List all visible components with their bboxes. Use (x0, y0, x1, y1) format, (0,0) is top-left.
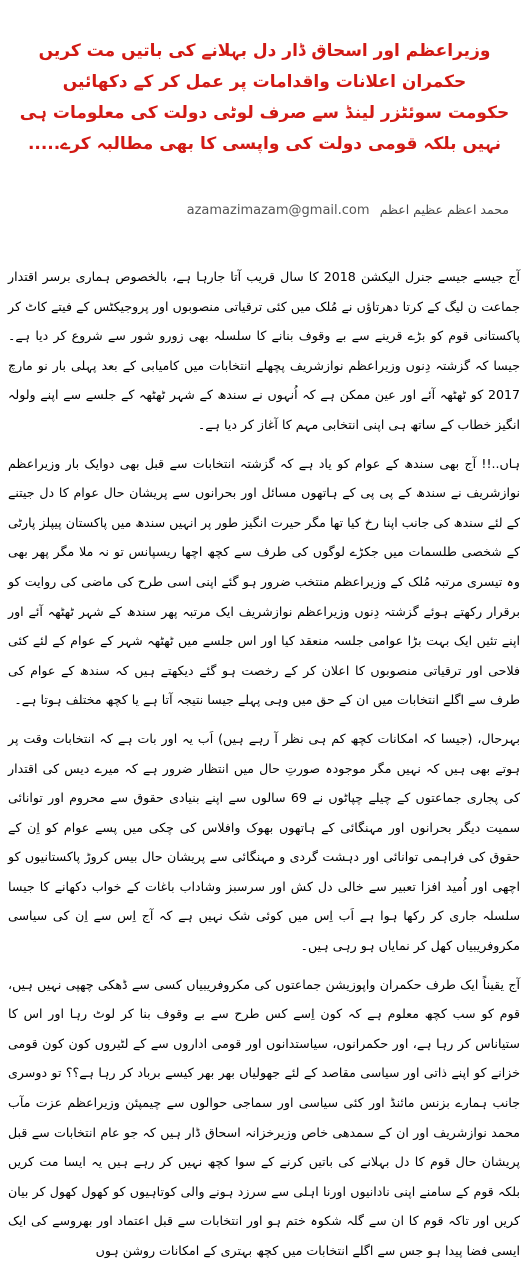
author-email: azamazimazam@gmail.com (186, 203, 370, 218)
article-paragraph: آج یقیناً ایک طرف حکمران واپوزیشن جماعتوں کی مکروفریبیاں کسی سے ڈھکی چھپی نہیں ہیں، قوم کو سب کچھ معلوم ہے کہ کون اِسے کس طرح سے بے وقوف بنا کر لوٹ رہا اور اس کا ستیاناس کر رہا ہے، اور حکمرانوں، سیاستدانوں اور قومی اداروں سے کے لٹیروں کون کون قومی خزانے کو اپنے ذاتی اور سیاسی مقاصد کے لئے جھولیاں بھر بھر کیسے برباد کر رہا ہے؟؟ تو دوسری جانب ہمارے بزنس مائنڈ اور کئی سیاسی اور سماجی حوالوں سے چیمپئن وزیراعظم عزت مآب محمد نوازشریف اور ان کے سمدھی خاص وزیرخزانہ اسحاق ڈار ہیں کہ جو عام انتخابات سے قبل پریشان حال قوم کا دل بہلانے کی باتیں کرنے کے سوا کچھ نہیں کر رہے ہیں یہ ایسا مت کریں بلکہ قوم کے سامنے اپنی نادانیوں اورنا اہلی سے سرزد ہونے والی کوتاہیوں کو کھول کھول کر بیان کریں اور تاکہ قوم کا ان سے گلہ شکوہ ختم ہو اور انتخابات سے قبل اعتماد اور بھروسے کی ایک ایسی فضا پیدا ہو جس سے اگلے انتخابات میں کچھ بہتری کے امکانات روشن ہوں (8, 976, 520, 1258)
headline-line-1: وزیراعظم اور اسحاق ڈار دل بہلانے کی باتیں مت کریں حکمران اعلانات واقدامات پر عمل کر کے دکھائیں (38, 41, 491, 92)
author-name: محمد اعظم عظیم اعظم (379, 202, 509, 217)
article-paragraph: آج جیسے جیسے جنرل الیکشن 2018 کا سال قریب آتا جارہا ہے، بالخصوص ہماری برسر اقتدار جماعت ن لیگ کے کرتا دھرتاؤں نے مُلک میں کئی ترقیاتی منصوبوں اور پروجیکٹس کے فیتے کاٹ کر پاکستانی قوم کو بڑے قرینے سے بے وقوف بنانے کا سلسلہ بھی زورو شور سے شروع کر دیا ہے۔ جیسا کہ گزشتہ دِنوں وزیراعظم نوازشریف پچھلے انتخابات میں کامیابی کے بعد پہلی بار نو مارچ 2017 کو ٹھٹھہ آئے اور عین ممکن ہے کہ اُنہوں نے سندھ کے شہر ٹھٹھہ کے جلسے سے اپنے ولولہ انگیز خطاب کے ساتھ ہی اپنی انتخابی مہم کا آغاز کر دیا ہے۔ (8, 269, 520, 432)
article-body (8, 262, 520, 1275)
headline-line-2: حکومت سوئٹزر لینڈ سے صرف لوٹی دولت کی معلومات ہی نہیں بلکہ قومی دولت کی واپسی کا بھی مطالبہ کرے..... (19, 103, 510, 154)
article-paragraph: بہرحال، (جیسا کہ امکانات کچھ کم ہی نظر آ رہے ہیں) اَب یہ اور بات ہے کہ انتخابات وقت پر ہوتے بھی ہیں کہ نہیں مگر موجودہ صورتِ حال میں انتظار ضرور ہے کہ میرے دیس کی اقتدار کی پجاری جماعتوں کے چیلے چپاٹوں نے 69 سالوں سے اپنے بنیادی حقوق سے محروم اور توانائی سمیت دیگر بحرانوں اور مہنگائی کے ہاتھوں بھوک وافلاس کی چکی میں پسے عوام کو اِن کے حقوق کی فراہمی توانائی اور دہشت گردی و مہنگائی سے پریشان حال بیس کروڑ پاکستانیوں کو اچھی اور اُمید افزا تعبیر سے خالی دل کش اور سرسبز وشاداب باغات کے خواب دکھانے کا جیسا سلسلہ جاری کر رکھا ہوا ہے اَب اِس میں کوئی شک نہیں ہے کہ آج اِس سے اِن کی سیاسی مکروفریبیاں کھل کر نمایاں ہو رہی ہیں۔ (8, 730, 520, 954)
article-paragraph: ہاں..!! آج بھی سندھ کے عوام کو یاد ہے کہ گزشتہ انتخابات سے قبل بھی دوایک بار وزیراعظم نوازشریف نے سندھ کے پی پی کے ہاتھوں مسائل اور بحرانوں سے پریشان حال عوام کا دل جیتنے کے لئے سندھ کی جانب اپنا رخ کیا تھا مگر حیرت انگیز طور پر انہیں سندھ میں پاکستان پیپلز پارٹی کے شخصی طلسمات میں جکڑے لوگوں کی طرف سے کچھ اچھا ریسپانس تو نہ ملا مگر پھر بھی وہ تیسری مرتبہ مُلک کے وزیراعظم منتخب ضرور ہو گئے اپنی اسی طرح کی ماضی کی روایت کو برقرار رکھتے ہوئے گزشتہ دِنوں وزیراعظم نوازشریف ایک مرتبہ پھر سندھ کے شہر ٹھٹھہ آئے اور اپنے تئیں ایک بہت بڑا عوامی جلسہ منعقد کیا اور اس جلسے میں ٹھٹھہ شہر کے عوام کے لئے کئی فلاحی اور ترقیاتی منصوبوں کا اعلان کر کے رخصت ہو گئے دیکھتے ہیں کہ سندھ کے عوام کی طرف سے اگلے انتخابات میں ان کے حق میں وہی پہلے جیسا نتیجہ آتا ہے یا کچھ مختلف ہوتا ہے۔ (8, 455, 520, 708)
byline (9, 202, 509, 218)
